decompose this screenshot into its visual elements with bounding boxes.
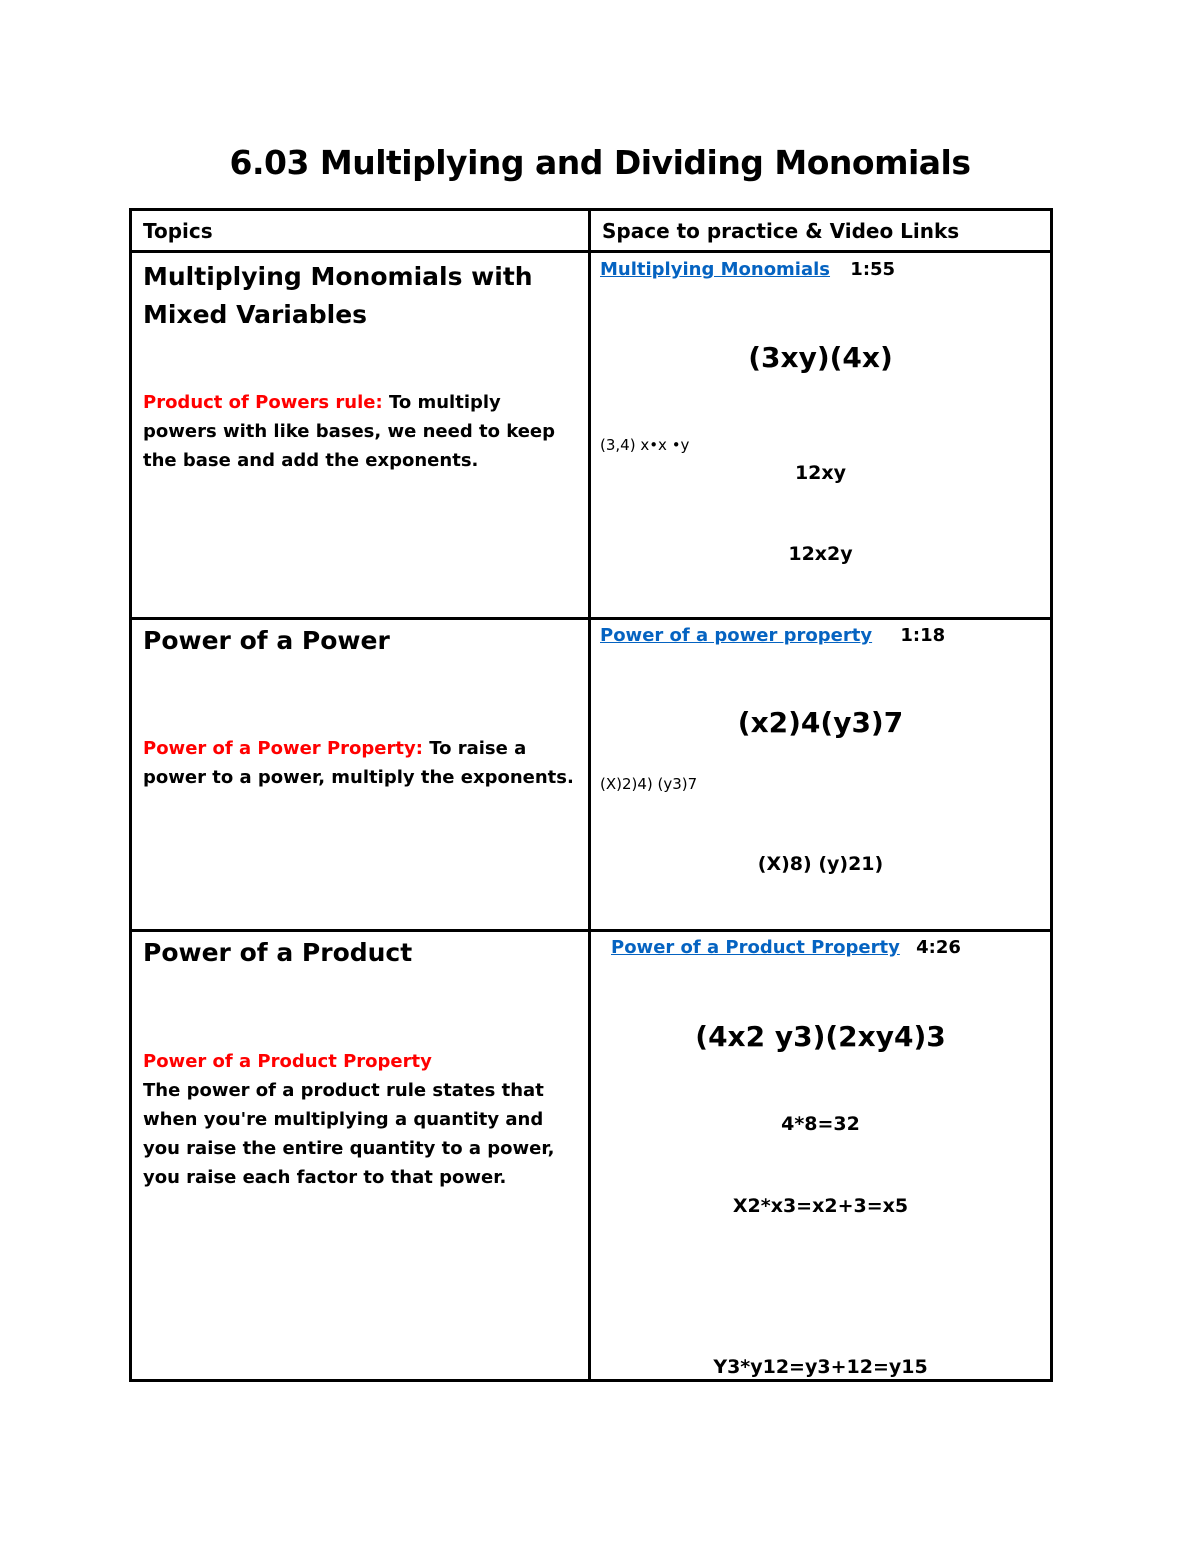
practice-expression: (x2)4(y3)7 [737,706,904,739]
topic-cell [131,252,590,619]
topic-title: Multiplying Monomials with Mixed Variables [143,262,533,329]
notes-table [129,208,1053,1382]
rule-text: To multiply powers with like bases, we need to keep the base and add the exponents. [143,392,556,471]
rule-description [143,734,579,792]
practice-cell [590,619,1052,931]
work-step: 12xy [794,462,847,484]
table-header-row [131,210,1052,252]
work-step: X2*x3=x2+3=x5 [732,1195,909,1217]
topic-title: Power of a Power [143,626,390,655]
topic-cell [131,931,590,1381]
rule-text: The power of a product rule states that when you're multiplying a quantity and you raise the entire quantity to a power, you raise each factor to that power. [143,1080,555,1188]
rule-description [143,388,579,475]
video-link-line [600,625,945,646]
table-row [131,619,1052,931]
work-step: (3,4) x•x •y [600,436,690,454]
video-duration: 1:18 [900,625,946,646]
video-duration: 1:55 [850,259,896,280]
document-title: 6.03 Multiplying and Dividing Monomials [229,143,971,182]
work-step: (X)2)4) (y3)7 [600,775,698,793]
rule-name: Power of a Product Property [143,1051,432,1072]
work-step: (X)8) (y)21) [757,853,884,875]
practice-expression: (3xy)(4x) [748,341,893,374]
video-link-line [611,937,961,958]
video-link[interactable]: Power of a Product Property [611,937,900,958]
header-cell-topics [131,210,590,252]
header-practice: Space to practice & Video Links [602,219,960,243]
work-step: Y3*y12=y3+12=y15 [713,1356,928,1378]
video-link-line [600,259,895,280]
work-step: 4*8=32 [781,1113,860,1135]
work-step: 12x2y [788,543,853,565]
practice-cell [590,252,1052,619]
practice-cell [590,931,1052,1381]
topic-cell [131,619,590,931]
practice-expression: (4x2 y3)(2xy4)3 [695,1020,946,1053]
table-row [131,252,1052,619]
rule-name: Product of Powers rule: [143,392,383,413]
table-row [131,931,1052,1381]
video-duration: 4:26 [916,937,961,958]
topic-title: Power of a Product [143,938,413,967]
header-cell-practice [590,210,1052,252]
rule-name: Power of a Power Property: [143,738,423,759]
video-link[interactable]: Multiplying Monomials [600,259,831,280]
header-topics: Topics [143,219,213,243]
rule-description [143,1047,579,1192]
rule-text: To raise a power to a power, multiply the exponents. [143,738,574,788]
video-link[interactable]: Power of a power property [600,625,873,646]
